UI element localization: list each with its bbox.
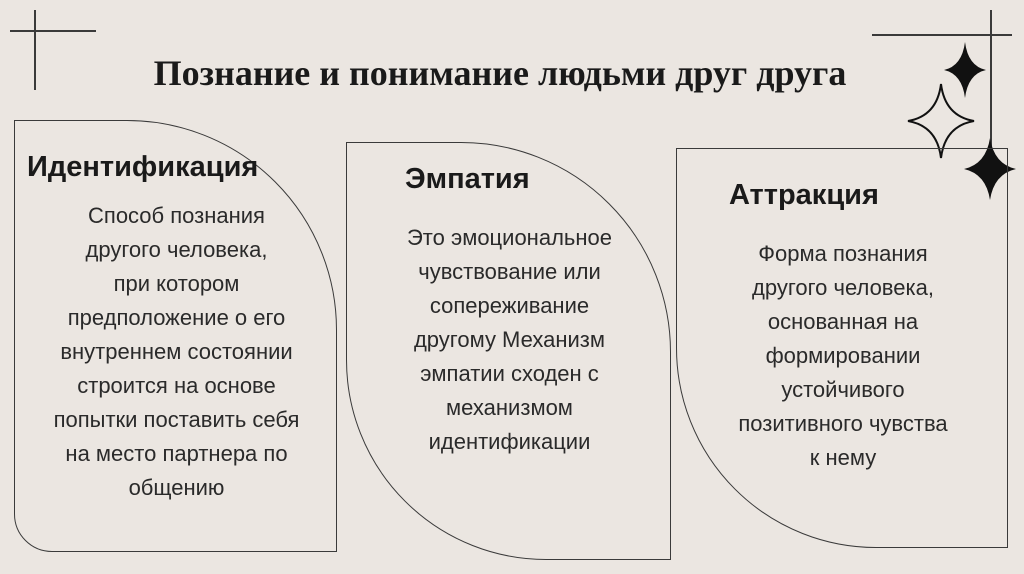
text-line: внутреннем состоянии [60, 339, 293, 364]
text-line: Способ познания [88, 203, 265, 228]
text-line: при котором [113, 271, 240, 296]
text-line: Форма познания [758, 241, 928, 266]
text-line: другого человека, [85, 237, 268, 262]
text-line: устойчивого [781, 377, 905, 402]
text-line: идентификации [428, 429, 591, 454]
star-icon [944, 42, 986, 98]
card-heading: Аттракция [729, 179, 879, 211]
card-text [15, 199, 338, 505]
text-line: общению [128, 475, 225, 500]
text-line: строится на основе [77, 373, 276, 398]
text-line: позитивного чувства [738, 411, 948, 436]
text-line: чувствование или [418, 259, 601, 284]
text-line: к нему [809, 445, 877, 470]
text-line: другому Механизм [413, 327, 606, 352]
text-line: сопереживание [429, 293, 590, 318]
text-line: эмпатии сходен с [420, 361, 599, 386]
text-line: на место партнера по [65, 441, 288, 466]
text-line: основанная на [767, 309, 919, 334]
text-line: другого человека, [752, 275, 934, 300]
text-line: формировании [765, 343, 921, 368]
text-line: Это эмоциональное [406, 225, 612, 250]
page-title: Познание и понимание людьми друг друга [153, 53, 847, 93]
card-text [677, 237, 1009, 475]
card-text [347, 221, 672, 459]
text-line: попытки поставить себя [53, 407, 300, 432]
card-heading: Идентификация [27, 151, 259, 183]
star-outline-icon [908, 84, 974, 158]
card-heading: Эмпатия [405, 163, 530, 195]
text-line: предположение о его [67, 305, 286, 330]
text-line: механизмом [446, 395, 573, 420]
